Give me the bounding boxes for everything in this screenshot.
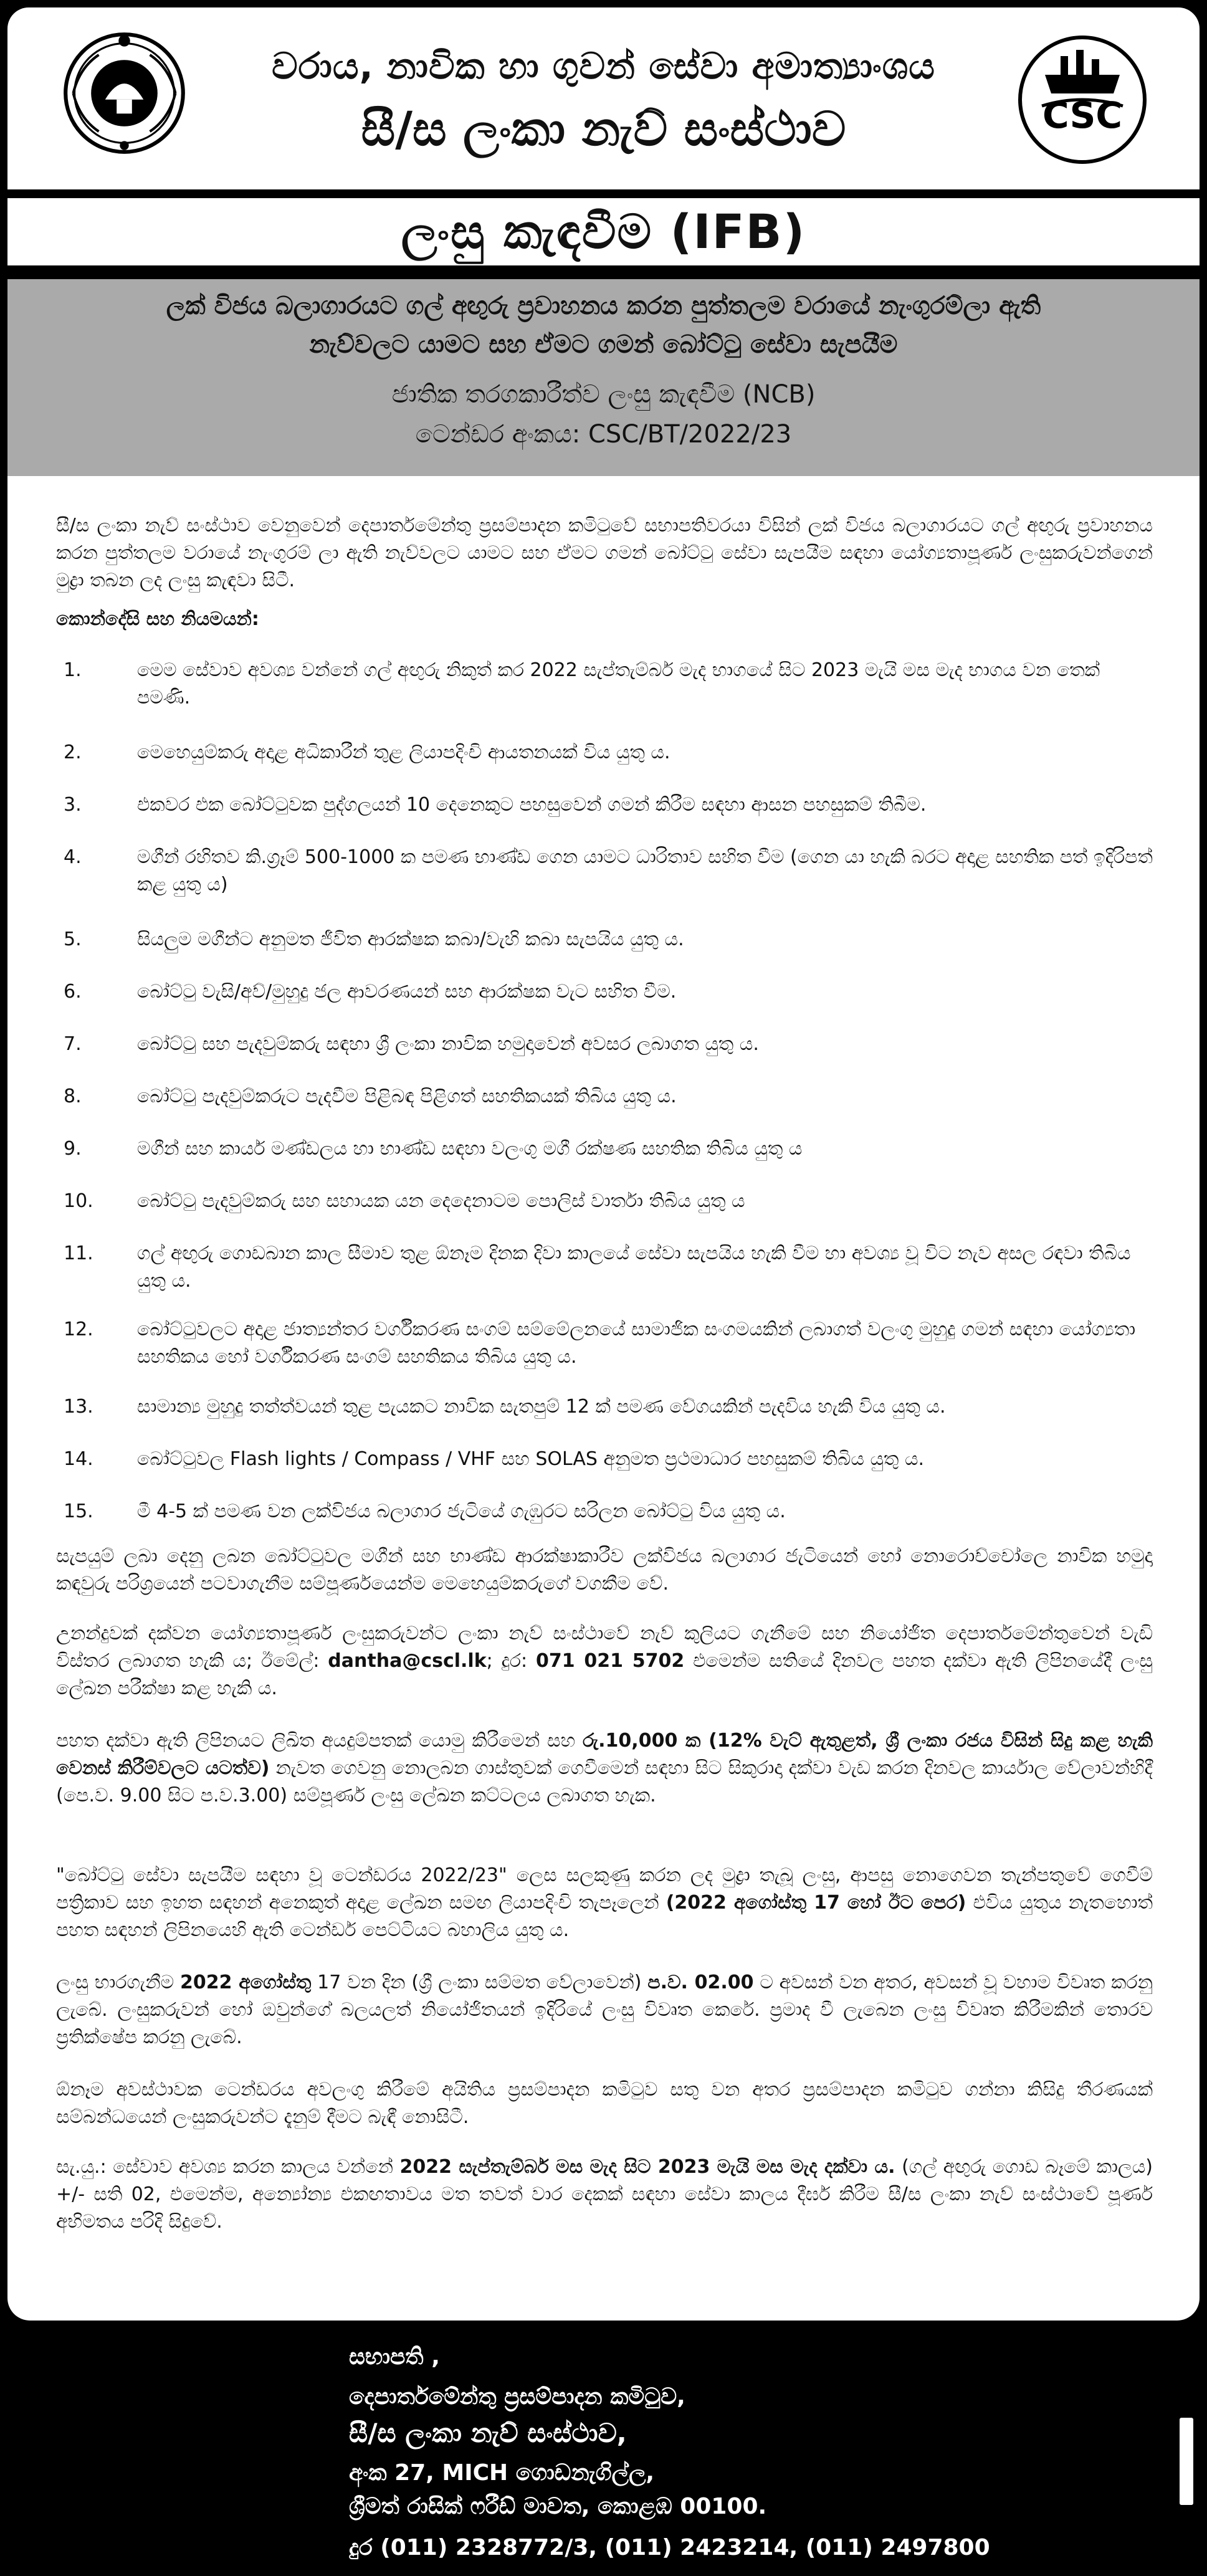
csc-logo-icon xyxy=(1011,31,1154,168)
condition-number: 2. xyxy=(64,742,82,763)
fee-text-end: නැවත ගෙවනු නොලබන ගාස්තුවක් ගෙවීමෙන් සඳහා සිට සිකුරාදා දක්වා වැඩ කරන දිනවල කාර්යාල වේලාවන්හිදී (පෙ.ව. 9.00 සිට ප.ව.3.00) සම්පූර්ණ ලංසු ලේඛන කට්ටලය ලබාගත හැක. xyxy=(56,1757,1153,1806)
info-text: උනන්දුවක් දක්වන යෝග්‍යතාපූර්ණ ලංසුකරුවන්ට ලංකා නැව් සංස්ථාවේ නැව් කුලියට ගැනීමේ සහ නියෝජිත දෙපාර්තමේන්තුවෙන් වැඩි විස්තර ලබාගත හැකි ය; ඊමේල්: xyxy=(56,1623,1153,1672)
tender-title-box xyxy=(7,279,1200,476)
condition-number: 1. xyxy=(64,659,82,681)
info-paragraph xyxy=(56,1620,1153,1702)
condition-text: බෝට්ටු පැදවුම්කරු සහ සහායක යන දෙදෙනාටම පොලිස් වාර්තා තිබිය යුතු ය xyxy=(137,1190,745,1212)
condition-number: 9. xyxy=(64,1138,82,1160)
side-code-mark xyxy=(1180,2418,1193,2505)
condition-text: මෙම සේවාව අවශ්‍ය වන්නේ ගල් අඟුරු නිකුත් කර 2022 සැප්තැම්බර් මැද භාගයේ සිට 2023 මැයි මස මැද භාගය වන තෙක් පමණි. xyxy=(137,659,1100,708)
footer-committee: දෙපාර්තමේන්තු ප්‍රසම්පාදන කමිටුව, xyxy=(349,2384,685,2410)
condition-text: මගීන් සහ කාර්ය මණ්ඩලය හා භාණ්ඩ සඳහා වලංගු මගී රක්ෂණ සහතික තිබිය යුතු ය xyxy=(137,1138,803,1160)
submission-deadline: (2022 අගෝස්තු 17 හෝ ඊට පෙර) xyxy=(666,1892,966,1914)
condition-number: 7. xyxy=(64,1033,82,1055)
fee-amount: රු.10,000 ක (12% වැට් ඇතුළත්, ශ්‍රී ලංකා රජය විසින් සිදු කළ හැකි වෙනස් කිරීම්වලට යටත්ව) xyxy=(56,1730,1153,1779)
safety-paragraph: සැපයුම් ලබා දෙනු ලබන බෝට්ටුවල මගීන් සහ භාණ්ඩ ආරක්ෂාකාරීව ලක්විජය බලාගාර ජැටියෙන් හෝ නොරොච්චෝලෙ නාවික හමුදා කඳවුරු පරිශ්‍රයෙන් පටවාගැනීම සම්පූර්ණයෙන්ම මෙහෙයුම්කරුගේ වගකීම වේ. xyxy=(56,1545,1153,1595)
closing-text-end: ට අවසන් වන අතර, අවසන් වූ වහාම විවෘත කරනු ලැබේ. ලංසුකරුවන් හෝ ඔවුන්ගේ බලයලත් නියෝජිතයන් ඉදිරියේ ලංසු විවෘත කෙරේ. ප්‍රමාද වී ලැබෙන ලංසු විවෘත කිරීමකින් තොරව ප්‍රතික්ෂේප කරනු ලැබේ. xyxy=(56,1972,1153,2048)
condition-number: 5. xyxy=(64,928,82,950)
closing-text-mid: 17 වන දින (ශ්‍රී ලංකා සම්මත වේලාවෙන්) xyxy=(317,1972,642,1993)
condition-number: 4. xyxy=(64,846,82,868)
footer-address-line2: ශ්‍රීමත් රාසික් ෆරීඩ් මාවත, කොළඹ 00100. xyxy=(349,2494,767,2519)
info-separator: ; දුර: xyxy=(486,1650,528,1672)
tender-title-line2: නැව්වලට යාමට සහ ඒමට ගමන් බෝට්ටු සේවා සැපයීම xyxy=(309,330,898,359)
condition-number: 3. xyxy=(64,794,82,816)
condition-number: 8. xyxy=(64,1085,82,1107)
footer-address-line1: අංක 27, MICH ගොඩනැගිල්ල, xyxy=(349,2460,655,2486)
contact-email[interactable]: dantha@cscl.lk xyxy=(328,1650,487,1672)
tender-number: ටෙන්ඩර අංකය: CSC/BT/2022/23 xyxy=(415,420,792,449)
note-text: සැ.යු.: සේවාව අවශ්‍ය කරන කාලය වන්නේ xyxy=(56,2156,393,2178)
info-text-end: එමෙන්ම සතියේ දිනවල පහත දක්වා ඇති ලිපිනයේදී ලංසු ලේඛන පරීක්ෂා කළ හැකි ය. xyxy=(56,1650,1153,1699)
closing-time: ප.ව. 02.00 xyxy=(647,1972,754,1993)
conditions-heading: කොන්දේසි සහ නියමයන්: xyxy=(56,608,259,630)
condition-text: මෙහෙයුම්කරු අදාළ අධිකාරීන් තුළ ලියාපදිංචි ආයතනයක් විය යුතු ය. xyxy=(137,742,670,763)
intro-paragraph: සී/ස ලංකා නැව් සංස්ථාව වෙනුවෙන් දෙපාර්තමේන්තු ප්‍රසම්පාදන කමිටුවේ සභාපතිවරයා විසින් ලක් විජය බලාගාරයට ගල් අඟුරු ප්‍රවාහනය කරන පුත්තලම වරායේ නැංගුරම් ලා ඇති නැව්වලට යාමට සහ ඒමට ගමන් බෝට්ටු සේවා සැපයීම සඳහා යෝග්‍යතාපූර්ණ ලංසුකරුවන්ගෙන් මුද්‍රා තබන ලද ලංසු කැඳවා සිටී. xyxy=(56,515,1153,591)
submission-text: "බෝට්ටු සේවා සැපයීම සඳහා වූ ටෙන්ඩරය 2022/23" ලෙස සලකුණු කරන ලද මුද්‍රා තැබූ ලංසු, ආපසු නොගෙවන තැන්පතුවේ ගෙවීම් පත්‍රිකාව සහ ඉහත සඳහන් අනෙකුත් අදාළ ලේඛන සමඟ ලියාපදිංචි තැපෑලෙන් xyxy=(56,1864,1153,1914)
ministry-name: වරාය, නාවික හා ගුවන් සේවා අමාත්‍යාංශය xyxy=(272,45,935,87)
condition-text: බෝට්ටුවල Flash lights / Compass / VHF සහ SOLAS අනුමත ප්‍රථමාධාර පහසුකම් තිබිය යුතු ය. xyxy=(137,1448,925,1470)
note-paragraph xyxy=(56,2154,1153,2236)
submission-text-end: එවිය යුතුය නැතහොත් පහත සඳහන් ලිපිනයෙහි ඇති ටෙන්ඩර් පෙට්ටියට බහාලිය යුතු ය. xyxy=(56,1892,1153,1941)
condition-text: බෝට්ටු වැසි/අව්/මුහුදු ජල ආවරණයන් සහ ආරක්ෂක වැට සහිත වීම. xyxy=(137,981,677,1003)
condition-text: බෝට්ටුවලට අදාළ ජාත්‍යන්තර වර්ගීකරණ සංගම් සම්මේලනයේ සාමාජික සංගමයකින් ලබාගත් වලංගු මුහුදු ගමන් සඳහා යෝග්‍යතා සහතිකය හෝ වර්ගීකරණ සංගම් සහතිකය තිබිය යුතු ය. xyxy=(137,1319,1136,1368)
condition-number: 13. xyxy=(64,1396,93,1418)
condition-number: 10. xyxy=(64,1190,93,1212)
contact-phone: 071 021 5702 xyxy=(536,1650,685,1672)
fee-text: පහත දක්වා ඇති ලිපිනයට ලිඛිත අයදුම්පතක් යොමු කිරීමෙන් සහ xyxy=(56,1730,576,1752)
condition-text: ගල් අඟුරු ගොඩබාන කාල සීමාව තුළ ඕනෑම දිනක දිවා කාලයේ සේවා සැපයිය හැකි වීම හා අවශ්‍ය වූ විට නැව අසල රඳවා තිබිය යුතු ය. xyxy=(137,1243,1131,1292)
condition-number: 11. xyxy=(64,1243,93,1264)
condition-text: බෝට්ටු පැදවුම්කරුට පැදවීම පිළිබඳ පිළිගත් සහතිකයක් තිබිය යුතු ය. xyxy=(137,1085,677,1107)
condition-text: එකවර එක බෝට්ටුවක පුද්ගලයන් 10 දෙනෙකුට පහසුවෙන් ගමන් කිරීම සඳහා ආසන පහසුකම් තිබීම. xyxy=(137,794,927,816)
csc-logo-text: CSC xyxy=(1042,94,1122,136)
ifb-title: ලංසු කැඳවීම (IFB) xyxy=(7,198,1200,265)
condition-text: සාමාන්‍ය මුහුදු තත්ත්වයන් තුළ පැයකට නාවික සැතපුම් 12 ක් පමණ වේගයකින් පැදවිය හැකි විය යුතු ය. xyxy=(137,1396,946,1418)
fee-paragraph xyxy=(56,1727,1153,1810)
footer-phones: දුර (011) 2328772/3, (011) 2423214, (011) 2497800 xyxy=(349,2535,990,2560)
condition-text: බෝට්ටු සහ පැදවුම්කරු සඳහා ශ්‍රී ලංකා නාවික හමුදාවෙන් අවසර ලබාගත යුතු ය. xyxy=(137,1033,759,1055)
condition-number: 6. xyxy=(64,981,82,1003)
header xyxy=(7,7,1200,189)
condition-text: මී 4-5 ක් පමණ වන ලක්විජය බලාගාර ජැටියේ ගැඹුරට සරිලන බෝට්ටු විය යුතු ය. xyxy=(137,1500,786,1522)
condition-number: 12. xyxy=(64,1319,93,1340)
submission-paragraph xyxy=(56,1862,1153,1944)
closing-text: ලංසු භාරගැනීම xyxy=(56,1972,174,1993)
footer-address xyxy=(0,2330,1207,2576)
rights-paragraph: ඕනෑම අවස්ථාවක ටෙන්ඩරය අවලංගු කිරීමේ අයිතිය ප්‍රසම්පාදන කමිටුව සතු වන අතර ප්‍රසම්පාදන කමිටුව ගන්නා කිසිදු තීරණයක් සම්බන්ධයෙන් ලංසුකරුවන්ට දැනුම් දීමට බැඳී නොසිටී. xyxy=(56,2079,1153,2128)
notice-body xyxy=(7,476,1200,2321)
note-text-end: (ගල් අඟුරු ගොඩ බෑමේ කාලය) +/- සති 02, එමෙන්ම, අන්‍යෝන්‍ය එකඟතාවය මත තවත් වාර දෙකක් සඳහා සේවා කාලය දීර්ඝ කිරීම සී/ස ලංකා නැව් සංස්ථාවේ පූර්ණ අභිමතය පරිදි සිදුවේ. xyxy=(56,2156,1153,2233)
footer-chairman: සභාපති , xyxy=(349,2344,440,2370)
condition-number: 14. xyxy=(64,1448,93,1470)
tender-type: ජාතික තරගකාරීත්ව ලංසු කැඳවීම (NCB) xyxy=(391,380,816,409)
closing-paragraph xyxy=(56,1969,1153,2051)
condition-text: මගීන් රහිතව කි.ග්‍රෑම් 500-1000 ක පමණ භාණ්ඩ ගෙන යාමට ධාරිතාව සහිත වීම (ගෙන යා හැකි බරට අදාළ සහතික පත් ඉදිරිපත් කළ යුතු ය) xyxy=(137,846,1153,895)
condition-text: සියලුම මගීන්ට අනුමත ජීවිත ආරක්ෂක කබා/වැහි කබා සැපයිය යුතු ය. xyxy=(137,928,684,950)
corporation-name: සී/ස ලංකා නැව් සංස්ථාව xyxy=(361,101,846,156)
note-period: 2022 සැප්තැම්බර් මස මැද සිට 2023 මැයි මස මැද දක්වා ය. xyxy=(399,2156,895,2178)
condition-number: 15. xyxy=(64,1500,93,1522)
closing-date: 2022 අගෝස්තු xyxy=(180,1972,312,1993)
tender-title-line1: ලක් විජය බලාගාරයට ගල් අඟුරු ප්‍රවාහනය කරන පුත්තලම වරායේ නැංගුරම්ලා ඇති xyxy=(166,292,1041,320)
footer-corporation: සී/ස ලංකා නැව් සංස්ථාව, xyxy=(349,2418,627,2448)
